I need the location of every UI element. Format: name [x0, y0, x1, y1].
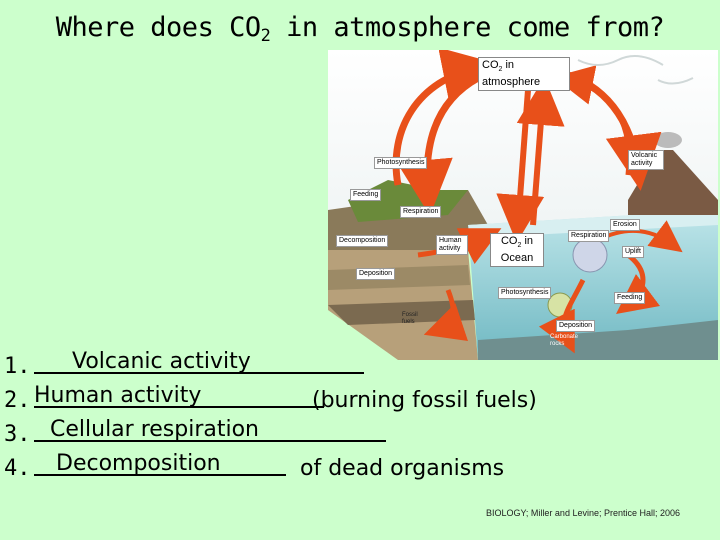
uplift-label: Uplift [622, 246, 644, 258]
item-number: 3. [4, 422, 31, 447]
list-item [4, 345, 720, 379]
feeding-ocean-label: Feeding [614, 292, 645, 304]
photosynthesis-ocean-label: Photosynthesis [498, 287, 551, 299]
answer-text: Human activity [34, 383, 202, 408]
answer-text: Volcanic activity [72, 349, 251, 374]
carbon-cycle-diagram [328, 50, 718, 360]
answer-text: Decomposition [56, 451, 221, 476]
item-number: 1. [4, 354, 31, 379]
item-number: 2. [4, 388, 31, 413]
answer-suffix: of dead organisms [300, 456, 505, 481]
respiration-land-label: Respiration [400, 206, 441, 218]
title-subscript: 2 [260, 26, 271, 46]
erosion-label: Erosion [610, 219, 640, 231]
title-text: Where does CO [55, 12, 261, 43]
list-item [4, 379, 720, 413]
ocean-label: $CO_2$ in Ocean [490, 233, 544, 267]
volcanic-label: Volcanic activity [628, 150, 664, 170]
page-title [0, 12, 720, 46]
human-activity-label: Human activity [436, 235, 468, 255]
citation: BIOLOGY; Miller and Levine; Prentice Hall; 2006 [486, 508, 681, 518]
answer-suffix: (burning fossil fuels) [312, 388, 537, 413]
carbon-cycle-illustration [328, 50, 718, 360]
respiration-ocean-label: Respiration [568, 230, 609, 242]
atmosphere-label: $CO_2$ in atmosphere [478, 57, 570, 91]
title-text-end: in atmosphere come from? [270, 12, 665, 43]
deposition-land-label: Deposition [356, 268, 395, 280]
fossil-fuels-label: Fossil fuels [402, 312, 418, 325]
deposition-ocean-label: Deposition [556, 320, 595, 332]
list-item [4, 413, 720, 447]
list-item [4, 447, 720, 481]
photosynthesis-land-label: Photosynthesis [374, 157, 427, 169]
carbonate-rocks-label: Carbonate rocks [550, 334, 579, 347]
decomposition-label: Decomposition [336, 235, 388, 247]
feeding-land-label: Feeding [350, 189, 381, 201]
answer-text: Cellular respiration [50, 417, 259, 442]
item-number: 4. [4, 456, 31, 481]
